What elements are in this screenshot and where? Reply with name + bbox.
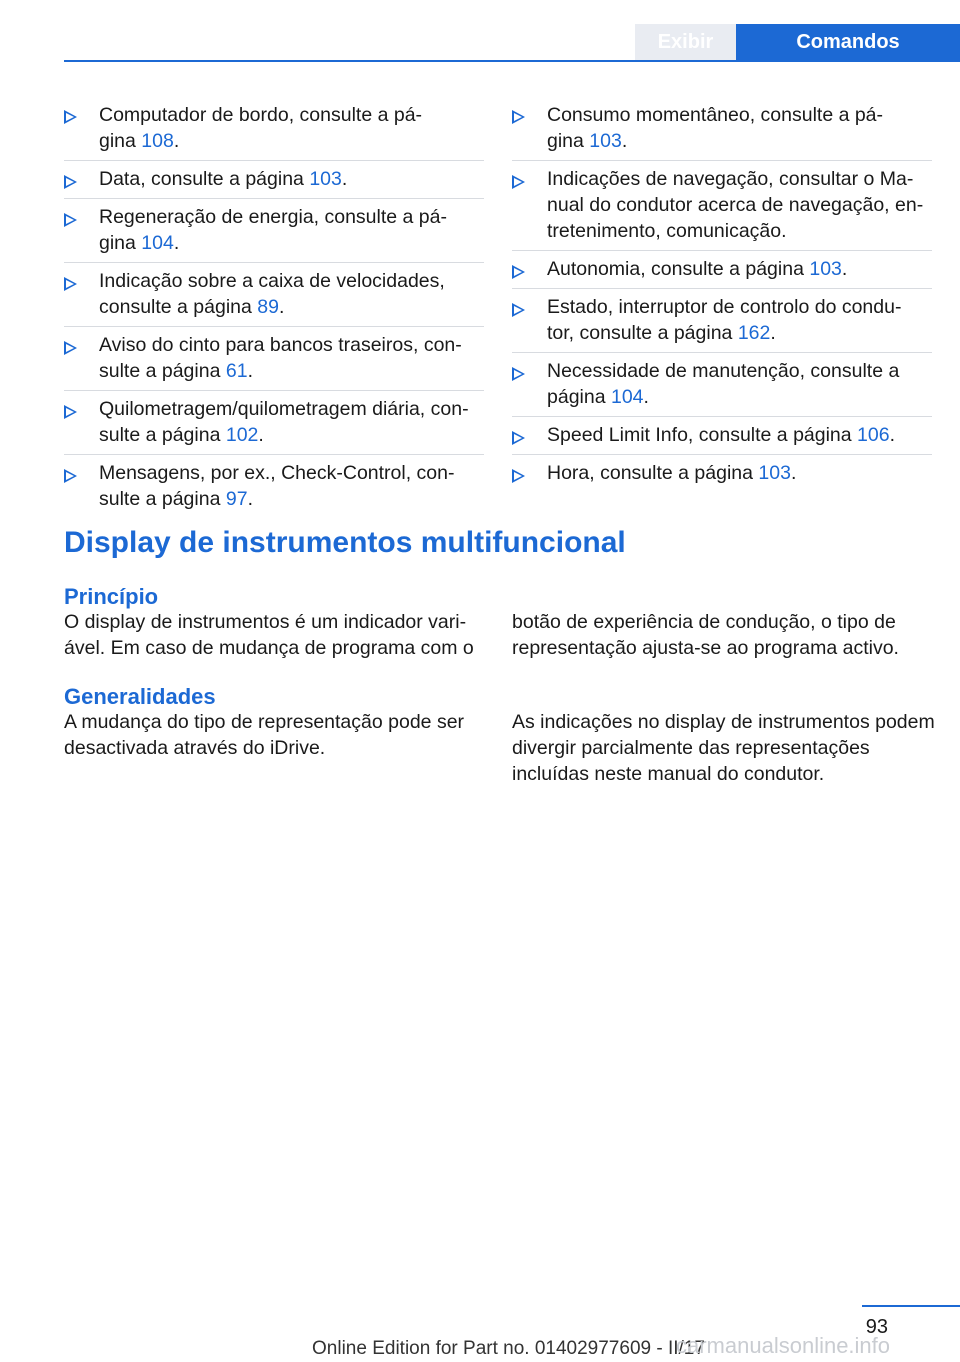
page-reference-link[interactable]: 97 (225, 488, 248, 510)
triangle-bullet-icon (512, 469, 525, 483)
item-text: página (547, 386, 611, 408)
triangle-bullet-icon (512, 265, 525, 279)
triangle-bullet-icon (512, 110, 525, 124)
item-end-punctuation: . (841, 258, 848, 280)
page-reference-link[interactable]: 89 (257, 296, 279, 318)
page-reference-link[interactable]: 104 (141, 232, 174, 254)
item-end-punctuation: . (643, 386, 649, 408)
page-reference-link[interactable]: 103 (758, 462, 791, 484)
right-bullet-list (512, 102, 932, 486)
header-tabs (635, 24, 960, 61)
page-reference-link[interactable]: 61 (225, 360, 248, 382)
general-text-right: As indicações no display de instrumentos podem divergir parcialmente das representações incluídas neste manual do condutor. (512, 711, 935, 785)
item-text: tretenimento, comunicação. (547, 220, 787, 242)
item-end-punctuation: . (173, 130, 180, 152)
list-item (512, 160, 932, 244)
tab-comandos[interactable]: Comandos (736, 24, 960, 61)
list-item (64, 390, 484, 448)
item-end-punctuation: . (621, 130, 628, 152)
triangle-bullet-icon (64, 213, 77, 227)
page-reference-link[interactable]: 162 (737, 322, 771, 344)
triangle-bullet-icon (512, 175, 525, 189)
list-item (512, 102, 932, 154)
left-bullet-list (64, 102, 484, 512)
page-reference-link[interactable]: 106 (857, 424, 890, 446)
page-reference-link[interactable]: 102 (225, 424, 259, 446)
list-item (64, 160, 484, 192)
principle-text-left: O display de instrumentos é um indicador variável. Em caso de mudança de programa com o (64, 611, 474, 659)
item-text: Data, consulte a página (99, 168, 310, 190)
page-reference-link[interactable]: 103 (589, 130, 622, 152)
triangle-bullet-icon (64, 405, 77, 419)
item-text: sulte a página (99, 360, 226, 382)
item-end-punctuation: . (889, 424, 896, 446)
footer-rule (862, 1305, 960, 1307)
item-text: Consumo momentâneo, consulte a pá- (547, 104, 884, 126)
triangle-bullet-icon (512, 431, 525, 445)
item-text: Computador de bordo, consulte a pá- (99, 104, 423, 126)
item-text: Hora, consulte a página (547, 462, 759, 484)
edition-footer: Online Edition for Part no. 01402977609 - II/17 (312, 1338, 705, 1359)
item-text: sulte a página (99, 488, 226, 510)
tab-exibir[interactable]: Exibir (635, 24, 736, 61)
item-text: gina (547, 130, 590, 152)
item-text: Necessidade de manutenção, consulte a (547, 360, 900, 382)
general-text-left: A mudança do tipo de representação pode ser desactivada através do iDrive. (64, 711, 465, 759)
page-reference-link[interactable]: 103 (309, 168, 342, 190)
item-text: nual do condutor acerca de navegação, en- (547, 194, 924, 216)
list-item (64, 102, 484, 154)
triangle-bullet-icon (64, 277, 77, 291)
list-item (512, 454, 932, 486)
watermark: carmanualsonline.info (676, 1333, 891, 1358)
triangle-bullet-icon (64, 341, 77, 355)
item-text: gina (99, 232, 142, 254)
list-item (64, 198, 484, 256)
item-text: Indicação sobre a caixa de velocidades, (99, 270, 445, 292)
item-text: sulte a página (99, 424, 226, 446)
item-text: Mensagens, por ex., Check-Control, con- (99, 462, 455, 484)
page-reference-link[interactable]: 103 (809, 258, 842, 280)
page-number: 93 (865, 1316, 888, 1338)
item-text: Quilometragem/quilometragem diária, con- (99, 398, 469, 420)
header-rule (64, 60, 960, 62)
item-text: Estado, interruptor de controlo do condu- (547, 296, 902, 318)
item-end-punctuation: . (790, 462, 797, 484)
item-end-punctuation: . (258, 424, 264, 446)
triangle-bullet-icon (512, 367, 525, 381)
item-text: tor, consulte a página (547, 322, 738, 344)
list-item (64, 454, 484, 512)
item-end-punctuation: . (770, 322, 776, 344)
item-text: Aviso do cinto para bancos traseiros, con- (99, 334, 462, 356)
subheading-principle: Princípio (64, 584, 159, 609)
triangle-bullet-icon (64, 175, 77, 189)
item-text: Indicações de navegação, consultar o Ma- (547, 168, 914, 190)
item-text: Regeneração de energia, consulte a pá- (99, 206, 447, 228)
section-title: Display de instrumentos multifuncional (64, 526, 626, 559)
triangle-bullet-icon (64, 110, 77, 124)
list-item (64, 326, 484, 384)
item-end-punctuation: . (173, 232, 180, 254)
subheading-general: Generalidades (64, 684, 216, 709)
item-end-punctuation: . (247, 488, 253, 510)
list-item (512, 352, 932, 410)
item-end-punctuation: . (341, 168, 348, 190)
triangle-bullet-icon (64, 469, 77, 483)
principle-text-right: botão de experiência de condução, o tipo de representação ajusta-se ao programa activo. (512, 611, 899, 659)
list-item (512, 288, 932, 346)
item-text: gina (99, 130, 142, 152)
list-item (512, 250, 932, 282)
item-end-punctuation: . (247, 360, 253, 382)
list-item (64, 262, 484, 320)
item-end-punctuation: . (279, 296, 285, 318)
list-item (512, 416, 932, 448)
item-text: Autonomia, consulte a página (547, 258, 810, 280)
page-reference-link[interactable]: 104 (610, 386, 644, 408)
item-text: consulte a página (99, 296, 258, 318)
item-text: Speed Limit Info, consulte a página (547, 424, 858, 446)
triangle-bullet-icon (512, 303, 525, 317)
page-reference-link[interactable]: 108 (141, 130, 174, 152)
